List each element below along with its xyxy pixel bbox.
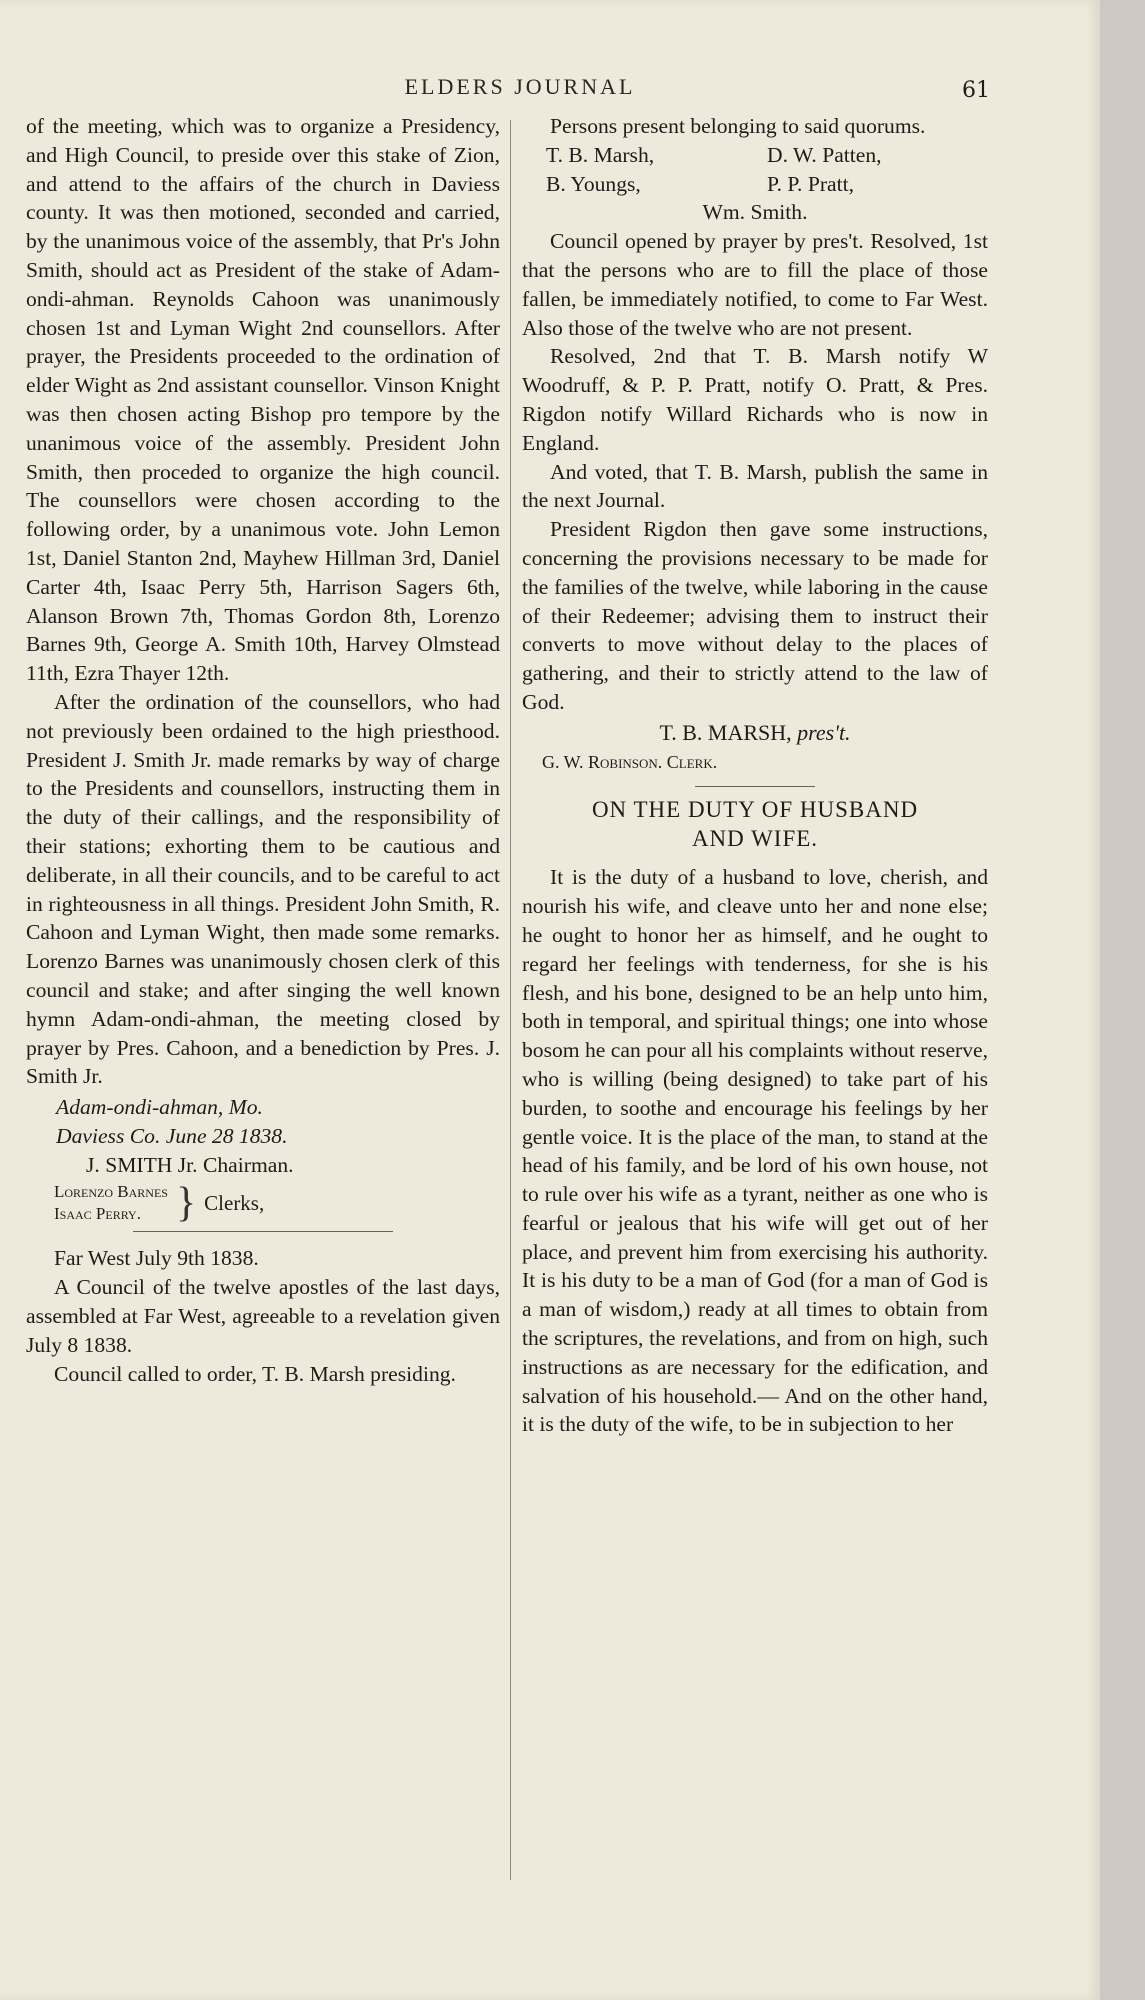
heading-rule bbox=[695, 786, 815, 787]
clerks-label: Clerks, bbox=[204, 1191, 265, 1216]
attendee-name: B. Youngs, bbox=[546, 171, 641, 196]
signature-name: T. B. MARSH, bbox=[659, 719, 792, 745]
left-paragraph-3: A Council of the twelve apostles of the last days, assembled at Far West, agreeable to a revelation given July 8 1838. bbox=[26, 1275, 500, 1357]
attendee-name: Wm. Smith. bbox=[702, 200, 808, 225]
signature-place-2: Daviess Co. June 28 1838. bbox=[56, 1123, 288, 1148]
meeting-signature bbox=[26, 1093, 500, 1225]
signature-chairman: J. SMITH Jr. Chairman. bbox=[86, 1152, 294, 1177]
column-divider bbox=[510, 120, 511, 1880]
article-heading-line-1: ON THE DUTY OF HUSBAND bbox=[591, 797, 919, 823]
right-paragraph-2: Council opened by prayer by pres't. Resolved, 1st that the persons who are to fill the place of those fallen, be immediately notified, to come to Far West. Also those of the twelve who are not present. bbox=[522, 229, 988, 340]
right-paragraph-6: It is the duty of a husband to love, cherish, and nourish his wife, and cleave unto her and none else; he ought to honor her as himself, and he ought to regard her feelings with tenderness, for she is his flesh, and his bone, designed to be an help unto him, both in temporal, and spiritual things; one into whose bosom he can pour all his complaints without reserve, who is willing (being designed) to take part of his burden, to soothe and encourage his feelings by her gentle voice. It is the place of the man, to stand at the head of his family, and be lord of his own house, not to rule over his wife as a tyrant, neither as one who is fearful or jealous that his wife will get out of her place, and prevent him from exercising his authority. It is his duty to be a man of God (for a man of God is a man of wisdom,) ready at all times to obtain from the scriptures, the revelations, and from on high, such instructions as are necessary for the edification, and salvation of his household.— And on the other hand, it is the duty of the wife, to be in subjection to her bbox=[522, 865, 988, 1437]
right-column bbox=[522, 112, 988, 1439]
signature-place-1: Adam-ondi-ahman, Mo. bbox=[56, 1095, 263, 1120]
left-paragraph-1: of the meeting, which was to organize a Presidency, and High Council, to preside over this stake of Zion, and attend to the affairs of the church in Daviess county. It was then motioned, seconded and carried, by the unanimous voice of the assembly, that Pr's John Smith, should act as President of the stake of Adam-ondi-ahman. Reynolds Cahoon was unanimously chosen 1st and Lyman Wight 2nd counsellors. After prayer, the Presidents proceeded to the ordination of elder Wight as 2nd assistant counsellor. Vinson Knight was then chosen acting Bishop pro tempore by the unanimous voice of the assembly. President John Smith, then proceded to organize the high council. The counsellors were chosen according to the following order, by a unanimous vote. John Lemon 1st, Daniel Stanton 2nd, Mayhew Hillman 3rd, Daniel Carter 4th, Isaac Perry 5th, Harrison Sagers 6th, Alanson Brown 7th, Thomas Gordon 8th, Lorenzo Barnes 9th, George A. Smith 10th, Harvey Olmstead 11th, Ezra Thayer 12th. bbox=[26, 114, 500, 686]
marsh-signature bbox=[522, 719, 988, 748]
right-paragraph-3: Resolved, 2nd that T. B. Marsh notify W Woodruff, & P. P. Pratt, notify O. Pratt, & Pres. Rigdon notify Willard Richards who is now in England. bbox=[522, 344, 988, 455]
clerk-2: Isaac Perry. bbox=[54, 1204, 141, 1224]
clerks-block bbox=[26, 1181, 500, 1225]
clerk-1: Lorenzo Barnes bbox=[54, 1182, 168, 1202]
clerk-line: G. W. Robinson. Clerk. bbox=[542, 751, 718, 772]
attendee-name: D. W. Patten, bbox=[767, 142, 882, 167]
page-number: 61 bbox=[962, 78, 990, 103]
brace-glyph: } bbox=[175, 1180, 197, 1227]
left-column bbox=[26, 112, 500, 1388]
page-edge bbox=[1100, 0, 1145, 2000]
journal-title: ELDERS JOURNAL bbox=[404, 74, 636, 99]
section-rule bbox=[133, 1231, 393, 1232]
right-paragraph-4: And voted, that T. B. Marsh, publish the same in the next Journal. bbox=[522, 459, 988, 513]
clerk-names bbox=[54, 1181, 168, 1225]
attendee-names bbox=[522, 141, 988, 199]
attendee-name: T. B. Marsh, bbox=[546, 142, 655, 167]
article-heading-line-2: AND WIFE. bbox=[691, 826, 819, 852]
article-heading bbox=[522, 795, 988, 853]
dateline: Far West July 9th 1838. bbox=[54, 1246, 259, 1271]
left-paragraph-4: Council called to order, T. B. Marsh presiding. bbox=[54, 1361, 456, 1386]
left-paragraph-2: After the ordination of the counsellors, who had not previously been ordained to the high priesthood. President J. Smith Jr. made remarks by way of charge to the Presidents and counsellors, instructing them in the duty of their callings, and the responsibility of their stations; exhorting them to be cautious and deliberate, in all their councils, and to be careful to act in righteousness in all things. President John Smith, R. Cahoon and Lyman Wight, then made some remarks. Lorenzo Barnes was unanimously chosen clerk of this council and stake; and after singing the well known hymn Adam-ondi-ahman, the meeting closed by prayer by Pres. Cahoon, and a benediction by Pres. J. Smith Jr. bbox=[26, 689, 500, 1089]
right-paragraph-5: President Rigdon then gave some instructions, concerning the provisions necessary to be made for the families of the twelve, while laboring in the cause of their Redeemer; advising them to instruct their converts to move without delay to the places of gathering, and their to strictly attend to the law of God. bbox=[522, 517, 988, 714]
attendee-name: P. P. Pratt, bbox=[767, 171, 855, 196]
right-paragraph-1: Persons present belonging to said quorums. bbox=[550, 114, 926, 138]
signature-title: pres't. bbox=[797, 719, 851, 745]
page-header bbox=[0, 70, 1100, 110]
